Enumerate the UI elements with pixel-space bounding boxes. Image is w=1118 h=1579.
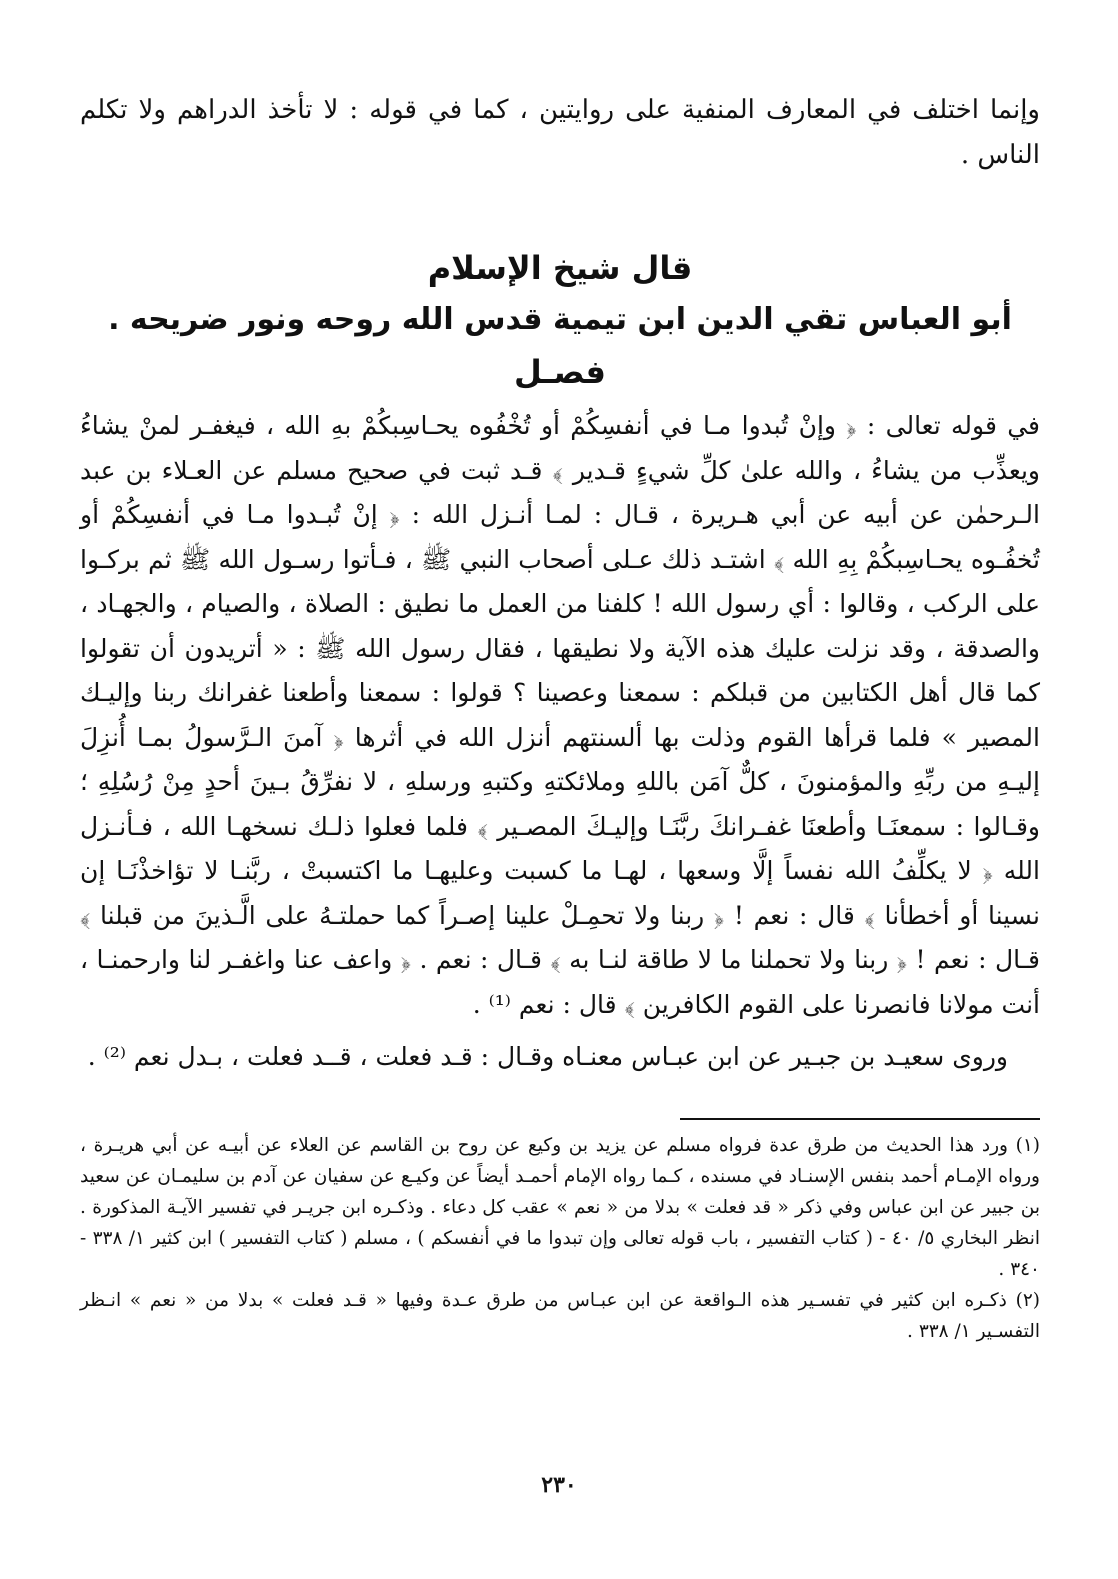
- closing-paragraph: وروى سعيـد بن جبـير عن ابن عبـاس معنـاه وقـال : قـد فعلت ، قــد فعلت ، بـدل نعم ⁽²⁾ .: [87, 1042, 1008, 1071]
- footnote-2: (٢) ذكـره ابن كثير في تفسـير هذه الـواقعة عن ابن عبـاس من طرق عـدة وفيها « قـد فعلت » بدلا من « نعم » انـظر التفسـير ١/ ٣٣٨ .: [80, 1289, 1040, 1342]
- section-heading: فصـل: [514, 353, 606, 391]
- footnote-separator: [680, 1118, 1040, 1120]
- page-number: ٢٣٠: [541, 1472, 577, 1498]
- title-line-1: قال شيخ الإسلام: [427, 249, 693, 287]
- title-line-2: أبو العباس تقي الدين ابن تيمية قدس الله روحه ونور ضريحه .: [108, 302, 1012, 337]
- main-paragraph: في قوله تعالى : ﴿ وإنْ تُبدوا مـا في أنفسِكُمْ أو تُخْفُوه يحـاسِبكُمْ بهِ الله ، فيغفـر لمنْ يشاءُ ويعذِّب من يشاءُ ، والله علىٰ كلِّ شيءٍ قـدير ﴾ قـد ثبت في صحيح مسلم عن العـلاء بن عبد الـرحمٰن عن أبيه عن أبي هـريرة ، قـال : لمـا أنـزل الله : ﴿ إنْ تُبـدوا مـا في أنفسِكُمْ أو تُخفُـوه يحـاسِبكُمْ بِهِ الله ﴾ اشتـد ذلك عـلى أصحاب النبي ﷺ ، فـأتوا رسـول الله ﷺ ثم بركـوا على الركب ، وقالوا : أي رسول الله ! كلفنا من العمل ما نطيق : الصلاة ، والصيام ، والجهـاد ، والصدقة ، وقد نزلت عليك هذه الآية ولا نطيقها ، فقال رسول الله ﷺ : « أتريدون أن تقولوا كما قال أهل الكتابين من قبلكم : سمعنا وعصينا ؟ قولوا : سمعنا وأطعنا غفرانك ربنا وإليـك المصير » فلما قرأها القوم وذلت بها ألسنتهم أنزل الله في أثرها ﴿ آمنَ الـرَّسولُ بمـا أُنزِلَ إليـهِ من ربِّهِ والمؤمنونَ ، كلٌّ آمَن باللهِ وملائكتهِ وكتبهِ ورسلهِ ، لا نفرِّقُ بـينَ أحدٍ مِنْ رُسُلِهِ ؛ وقـالوا : سمعنَـا وأطعنَا غفـرانكَ ربَّنَـا وإليـكَ المصـير ﴾ فلما فعلوا ذلـك نسخهـا الله ، فـأنـزل الله ﴿ لا يكلِّفُ الله نفساً إلَّا وسعها ، لهـا ما كسبت وعليهـا ما اكتسبتْ ، ربَّنـا لا تؤاخذْنَـا إن نسينا أو أخطأنا ﴾ قال : نعم ! ﴿ ربنا ولا تحمِـلْ علينا إصـراً كما حملتـهُ على الَّـذينَ من قبلنا ﴾ قـال : نعم ! ﴿ ربنا ولا تحملنا ما لا طاقة لنـا به ﴾ قـال : نعم . ﴿ واعف عنا واغفـر لنا وارحمنـا ، أنت مولانا فانصرنا على القوم الكافرين ﴾ قال : نعم ⁽¹⁾ .: [80, 411, 1040, 1019]
- page-body: [80, 88, 1040, 1347]
- intro-paragraph: وإنما اختلف في المعارف المنفية على روايتين ، كما في قوله : لا تأخذ الدراهم ولا تكلم الناس .: [80, 95, 1040, 170]
- footnote-1: (١) ورد هذا الحديث من طرق عدة فرواه مسلم عن يزيد بن وكيع عن روح بن القاسم عن العلاء عن أبيـه عن أبي هريـرة ، ورواه الإمـام أحمد بنفس الإسنـاد في مسنده ، كـما رواه الإمام أحمـد أيضاً عن وكيـع عن سفيان عن آدم بن سليمـان عن سعيد بن جبير عن ابن عباس وفي ذكر « قد فعلت » بدلا من « نعم » عقب كل دعاء . وذكـره ابن جريـر في تفسير الآيـة المذكورة . انظر البخاري ٥/ ٤٠ - ( كتاب التفسير ، باب قوله تعالى وإن تبدوا ما في أنفسكم ) ، مسلم ( كتاب التفسير ) ابن كثير ١/ ٣٣٨ - ٣٤٠ .: [80, 1134, 1040, 1280]
